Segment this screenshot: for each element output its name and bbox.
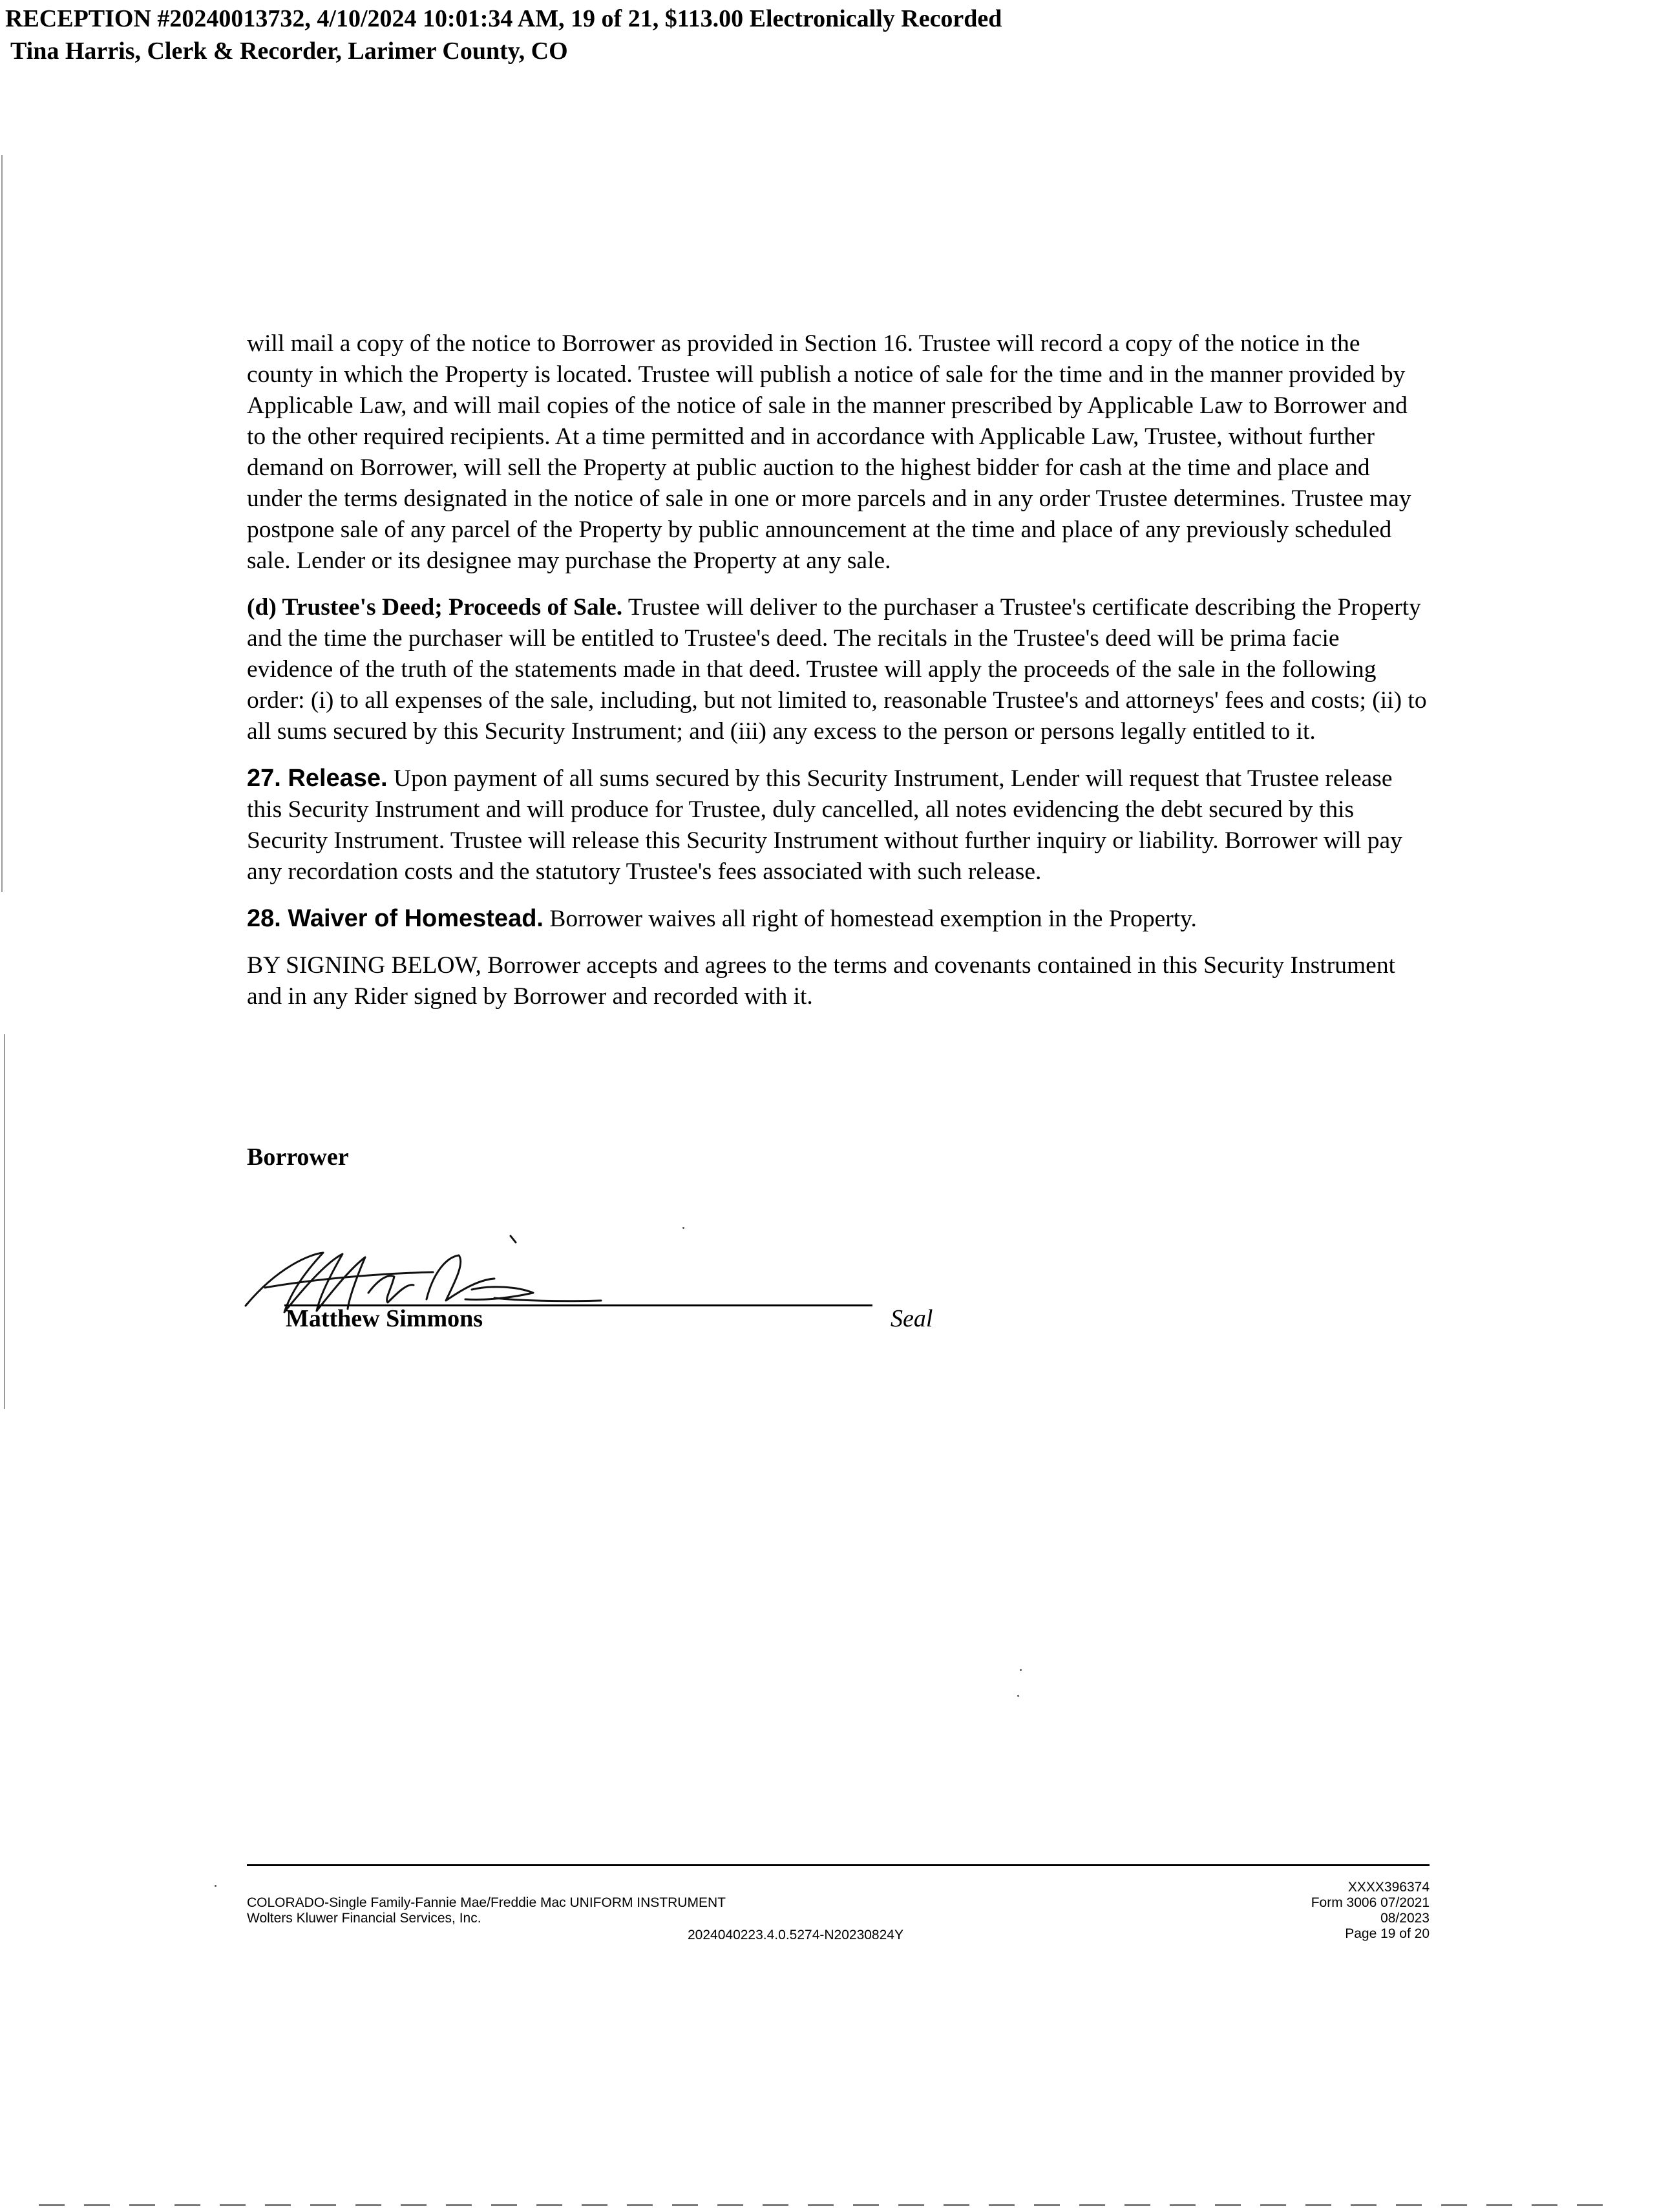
seal-label: Seal bbox=[891, 1305, 933, 1332]
scan-edge-artifact bbox=[39, 2204, 1622, 2206]
scan-speck bbox=[682, 1227, 684, 1229]
section-heading-release: 27. Release. bbox=[247, 765, 388, 792]
signature-block bbox=[239, 1228, 950, 1338]
footer-document-id: 2024040223.4.0.5274-N20230824Y bbox=[688, 1928, 903, 1942]
signer-name: Matthew Simmons bbox=[286, 1305, 483, 1332]
paragraph-waiver-of-homestead bbox=[247, 903, 1430, 935]
footer-publisher: Wolters Kluwer Financial Services, Inc. bbox=[247, 1911, 481, 1926]
clerk-line: Tina Harris, Clerk & Recorder, Larimer County, CO bbox=[10, 37, 568, 65]
scan-margin-mark bbox=[4, 1034, 5, 1409]
borrower-label: Borrower bbox=[247, 1143, 349, 1171]
footer-form-title bbox=[247, 1895, 726, 1926]
section-heading-trustees-deed: (d) Trustee's Deed; Proceeds of Sale. bbox=[247, 594, 623, 621]
section-heading-waiver: 28. Waiver of Homestead. bbox=[247, 905, 544, 932]
scan-speck bbox=[1020, 1669, 1022, 1671]
section-text-release: Upon payment of all sums secured by this Security Instrument, Lender will request that Trustee release this Security Instrument and will produce for Trustee, duly cancelled, all notes evidencing the debt secured by this Security Instrument. Trustee will release this Security Instrument without further inquiry or liability. Borrower will pay any recordation costs and the statutory Trustee's fees associated with such release. bbox=[247, 765, 1402, 885]
footer-form-number: Form 3006 07/2021 bbox=[1311, 1895, 1430, 1910]
scan-margin-mark bbox=[1, 155, 3, 892]
scan-speck bbox=[215, 1885, 216, 1887]
paragraph-release bbox=[247, 763, 1430, 888]
recording-header bbox=[5, 3, 1002, 67]
footer-page-number: Page 19 of 20 bbox=[1345, 1926, 1430, 1941]
footer-revision-date: 08/2023 bbox=[1380, 1911, 1430, 1926]
scan-speck bbox=[1017, 1695, 1019, 1697]
document-body bbox=[247, 328, 1430, 1028]
footer-loan-number: XXXX396374 bbox=[1347, 1880, 1430, 1895]
footer-instrument-name: COLORADO-Single Family-Fannie Mae/Freddie Mac UNIFORM INSTRUMENT bbox=[247, 1895, 726, 1910]
footer-form-info bbox=[1311, 1880, 1430, 1942]
section-text-trustees-deed: Trustee will deliver to the purchaser a Trustee's certificate describing the Property and the time the purchaser will be entitled to Trustee's deed. The recitals in the Trustee's deed will be prima facie evidence of the truth of the statements made in that deed. Trustee will apply the proceeds of the sale in the following order: (i) to all expenses of the sale, including, but not limited to, reasonable Trustee's and attorneys' fees and costs; (ii) to all sums secured by this Security Instrument; and (iii) any excess to the person or persons legally entitled to it. bbox=[247, 594, 1427, 745]
paragraph-notice-of-sale: will mail a copy of the notice to Borrower as provided in Section 16. Trustee will record a copy of the notice in the county in which the Property is located. Trustee will publish a notice of sale for the time and in the manner provided by Applicable Law, and will mail copies of the notice of sale in the manner prescribed by Applicable Law to Borrower and to the other required recipients. At a time permitted and in accordance with Applicable Law, Trustee, without further demand on Borrower, will sell the Property at public auction to the highest bidder for cash at the time and place and under the terms designated in the notice of sale in one or more parcels and in any order Trustee determines. Trustee may postpone sale of any parcel of the Property by public announcement at the time and place of any previously scheduled sale. Lender or its designee may purchase the Property at any sale. bbox=[247, 330, 1411, 574]
section-text-waiver: Borrower waives all right of homestead exemption in the Property. bbox=[543, 906, 1197, 932]
paragraph-trustees-deed bbox=[247, 592, 1430, 747]
paragraph-by-signing: BY SIGNING BELOW, Borrower accepts and agrees to the terms and covenants contained in this Security Instrument and in any Rider signed by Borrower and recorded with it. bbox=[247, 952, 1395, 1010]
reception-line: RECEPTION #20240013732, 4/10/2024 10:01:34 AM, 19 of 21, $113.00 Electronically Recorded bbox=[5, 5, 1002, 32]
footer-rule bbox=[247, 1864, 1430, 1866]
